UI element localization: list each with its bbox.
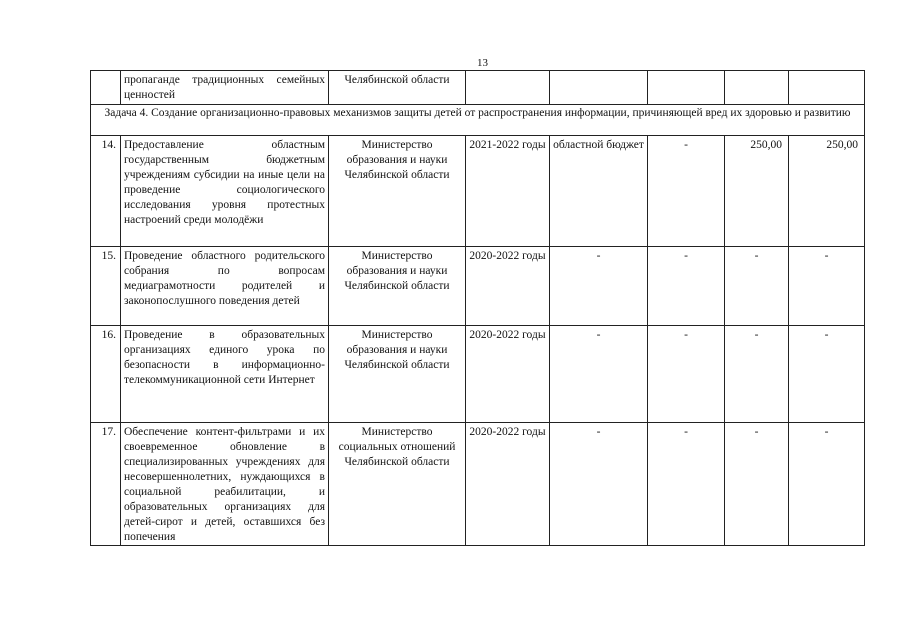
table-row — [91, 326, 865, 423]
amount-2-cell: - — [725, 423, 789, 546]
amount-1-cell: - — [648, 136, 725, 247]
executor-cell: Министерство образования и науки Челябинской области — [329, 326, 466, 423]
measure-description-cell: Проведение в образовательных организациях единого урока по безопасности в информационно-телекоммуникационной сети Интернет — [121, 326, 329, 423]
measure-description-cell: пропаганде традиционных семейных ценностей — [121, 71, 329, 105]
row-number-cell: 16. — [91, 326, 121, 423]
measure-description-cell: Предоставление областным государственным бюджетным учреждениям субсидии на иные цели на проведение социологического исследования уровня протестных настроений среди молодёжи — [121, 136, 329, 247]
period-cell: 2021-2022 годы — [466, 136, 550, 247]
funding-source-cell: - — [550, 247, 648, 326]
executor-cell: Министерство образования и науки Челябинской области — [329, 136, 466, 247]
measure-description-cell: Проведение областного родительского собрания по вопросам медиаграмотности родителей и законопослушного поведения детей — [121, 247, 329, 326]
funding-source-cell — [550, 71, 648, 105]
executor-cell: Министерство социальных отношений Челябинской области — [329, 423, 466, 546]
executor-cell: Министерство образования и науки Челябинской области — [329, 247, 466, 326]
period-cell: 2020-2022 годы — [466, 247, 550, 326]
table-row — [91, 423, 865, 546]
period-cell: 2020-2022 годы — [466, 326, 550, 423]
amount-3-cell: - — [789, 423, 865, 546]
row-number-cell: 15. — [91, 247, 121, 326]
row-number-cell — [91, 71, 121, 105]
amount-3-cell: - — [789, 326, 865, 423]
amount-1-cell: - — [648, 326, 725, 423]
amount-2-cell — [725, 71, 789, 105]
page-number: 13 — [477, 57, 488, 69]
amount-2-cell: - — [725, 247, 789, 326]
table-row — [91, 136, 865, 247]
amount-3-cell — [789, 71, 865, 105]
program-measures-table — [90, 70, 865, 546]
row-number-cell: 17. — [91, 423, 121, 546]
amount-2-cell: - — [725, 326, 789, 423]
amount-2-cell: 250,00 — [725, 136, 789, 247]
row-number-cell: 14. — [91, 136, 121, 247]
funding-source-cell: - — [550, 423, 648, 546]
table-row — [91, 247, 865, 326]
table-row-carryover — [91, 71, 865, 105]
measure-description-cell: Обеспечение контент-фильтрами и их своевременное обновление в специализированных учреждениях для несовершеннолетних, нуждающихся в социальной реабилитации, и образовательных организациях для детей-сирот и детей, оставшихся без попечения — [121, 423, 329, 546]
funding-source-cell: областной бюджет — [550, 136, 648, 247]
task-title: Задача 4. Создание организационно-правовых механизмов защиты детей от распространения информации, причиняющей вред их здоровью и развитию — [91, 105, 865, 136]
amount-1-cell: - — [648, 423, 725, 546]
amount-3-cell: - — [789, 247, 865, 326]
amount-1-cell — [648, 71, 725, 105]
executor-cell: Челябинской области — [329, 71, 466, 105]
period-cell — [466, 71, 550, 105]
amount-3-cell: 250,00 — [789, 136, 865, 247]
amount-1-cell: - — [648, 247, 725, 326]
task-header-row — [91, 105, 865, 136]
period-cell: 2020-2022 годы — [466, 423, 550, 546]
funding-source-cell: - — [550, 326, 648, 423]
